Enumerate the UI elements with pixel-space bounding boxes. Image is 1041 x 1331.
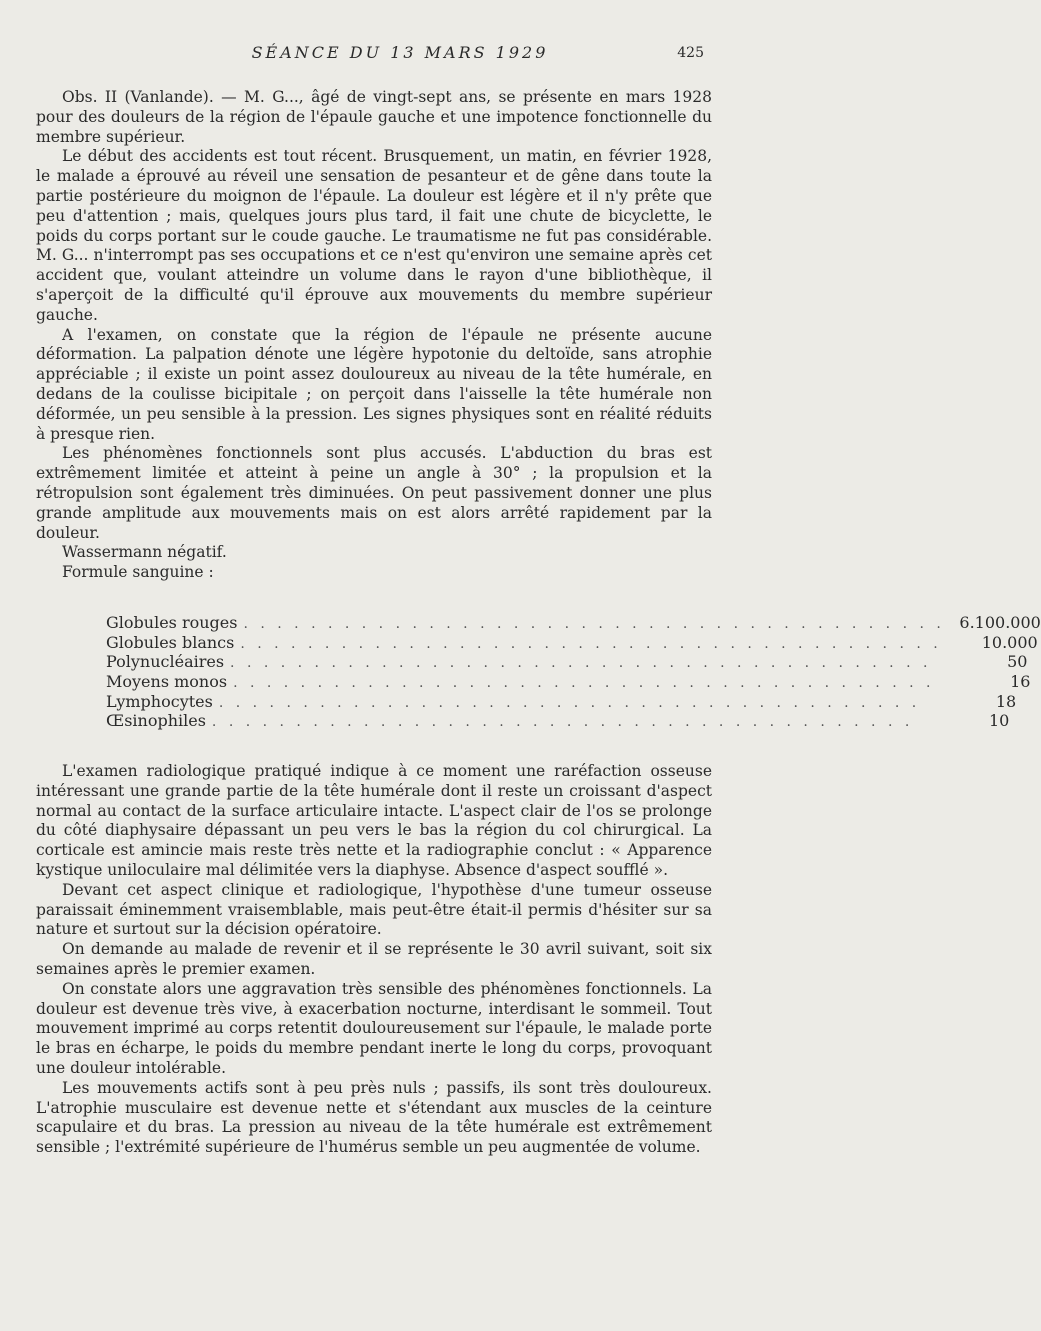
row-label: Moyens monos [106,672,228,692]
row-value: 6.100.000 [959,613,1041,632]
row-label: Globules blancs [106,632,235,652]
row-value: 10.000 [981,632,1038,652]
paragraph-radiology: L'examen radiologique pratiqué indique à ce moment une raréfaction osseuse intéressant une grande partie de la tête humérale dont il reste un croissant d'aspect normal au contact de la surface articulaire intacte. L'aspect clair de l'os se prolonge du côté diaphysaire dépassant un peu vers le bas la région du col chirurgical. La corticale est amincie mais reste très nette et la radiographie conclut : « Apparence kystique uniloculaire mal délimitée vers la diaphyse. Absence d'aspect soufflé ». [36,762,712,879]
paragraph-return-visit: On demande au malade de revenir et il se représente le 30 avril suivant, soit six semaines après le premier examen. [36,940,712,978]
row-value: 18 [995,691,1017,711]
text-block-top [36,88,712,583]
leader-dots: . . . . . . . . . . . . . . . . . . . . . . . . . . . . . . . . . . . . . . . . . . [233,675,935,692]
paragraph-hypothesis: Devant cet aspect clinique et radiologique, l'hypothèse d'une tumeur osseuse paraissait éminemment vraisemblable, mais peut-être était-il permis d'hésiter sur sa nature et surtout sur la décision opératoire. [36,880,712,939]
table-row [106,652,1028,672]
row-label: Œsinophiles [106,711,206,731]
text-block-bottom [36,762,712,1158]
paragraph-functional: Les phénomènes fonctionnels sont plus accusés. L'abduction du bras est extrêmement limitée et atteint à peine un angle à 30° ; la propulsion et la rétropulsion sont également très diminuées. On peut passivement donner une plus grande amplitude aux mouvements mais on est alors arrêté rapidement par la douleur. [36,444,712,542]
row-value: 16 [1010,672,1031,692]
paragraph-observation: Obs. II (Vanlande). — M. G..., âgé de vingt-sept ans, se présente en mars 1928 pour des douleurs de la région de l'épaule gauche et une impotence fonctionnelle du membre supérieur. [36,88,712,146]
page-header [0,43,800,67]
leader-dots: . . . . . . . . . . . . . . . . . . . . . . . . . . . . . . . . . . . . . . . . . . [240,635,942,652]
table-row [106,672,1031,692]
paragraph-aggravation: On constate alors une aggravation très sensible des phénomènes fonctionnels. La douleur est devenue très vive, à exacerbation nocturne, interdisant le sommeil. Tout mouvement imprimé au corps retentit douloureusement sur l'épaule, le malade porte le bras en écharpe, le poids du membre pendant inerte le long du corps, provoquant une douleur intolérable. [36,979,712,1077]
table-row [106,691,1017,712]
table-row [106,613,1041,633]
paragraph-wassermann: Wassermann négatif. [62,543,227,562]
row-value: 50 [1007,652,1028,672]
paragraph-onset: Le début des accidents est tout récent. Brusquement, un matin, en février 1928, le malade a éprouvé au réveil une sensation de pesanteur et de gêne dans toute la partie postérieure du moignon de l'épaule. La douleur est légère et il n'y prête que peu d'attention ; mais, quelques jours plus tard, il fait une chute de bicyclette, le poids du corps portant sur le coude gauche. Le traumatisme ne fut pas considérable. M. G... n'interrompt pas ses occupations et ce n'est qu'environ une semaine après cet accident que, voulant atteindre un volume dans le rayon d'une bibliothèque, il s'aperçoit de la difficulté qu'il éprouve aux mouvements du membre supérieur gauche. [36,147,712,324]
leader-dots: . . . . . . . . . . . . . . . . . . . . . . . . . . . . . . . . . . . . . . . . . . [211,714,914,731]
row-label: Lymphocytes [106,691,213,711]
table-row [106,711,1010,731]
paragraph-formula-intro: Formule sanguine : [62,563,214,582]
leader-dots: . . . . . . . . . . . . . . . . . . . . . . . . . . . . . . . . . . . . . . . . . . [218,694,921,711]
row-value: 10 [988,711,1010,731]
paragraph-movements: Les mouvements actifs sont à peu près nuls ; passifs, ils sont très douloureux. L'atrophie musculaire est devenue nette et s'étendant aux muscles de la ceinture scapulaire et du bras. La pression au niveau de la tête humérale est extrêmement sensible ; l'extrémité supérieure de l'humérus semble un peu augmentée de volume. [36,1078,712,1157]
row-label: Globules rouges [106,613,238,632]
leader-dots: . . . . . . . . . . . . . . . . . . . . . . . . . . . . . . . . . . . . . . . . . . [230,655,932,672]
paragraph-examination: A l'examen, on constate que la région de l'épaule ne présente aucune déformation. La palpation dénote une légère hypotonie du deltoïde, sans atrophie appréciable ; il existe un point assez douloureux au niveau de la tête humérale, en dedans de la coulisse bicipitale ; on perçoit dans l'aisselle la tête humérale non déformée, un peu sensible à la pression. Les signes physiques sont en réalité réduits à presque rien. [36,325,712,443]
running-title: SÉANCE DU 13 MARS 1929 [251,43,549,62]
page-number: 425 [677,45,704,61]
table-row [106,632,1038,653]
leader-dots: . . . . . . . . . . . . . . . . . . . . . . . . . . . . . . . . . . . . . . . . . . [243,616,945,632]
blood-formula-table [106,613,1041,731]
row-label: Polynucléaires [106,652,225,672]
